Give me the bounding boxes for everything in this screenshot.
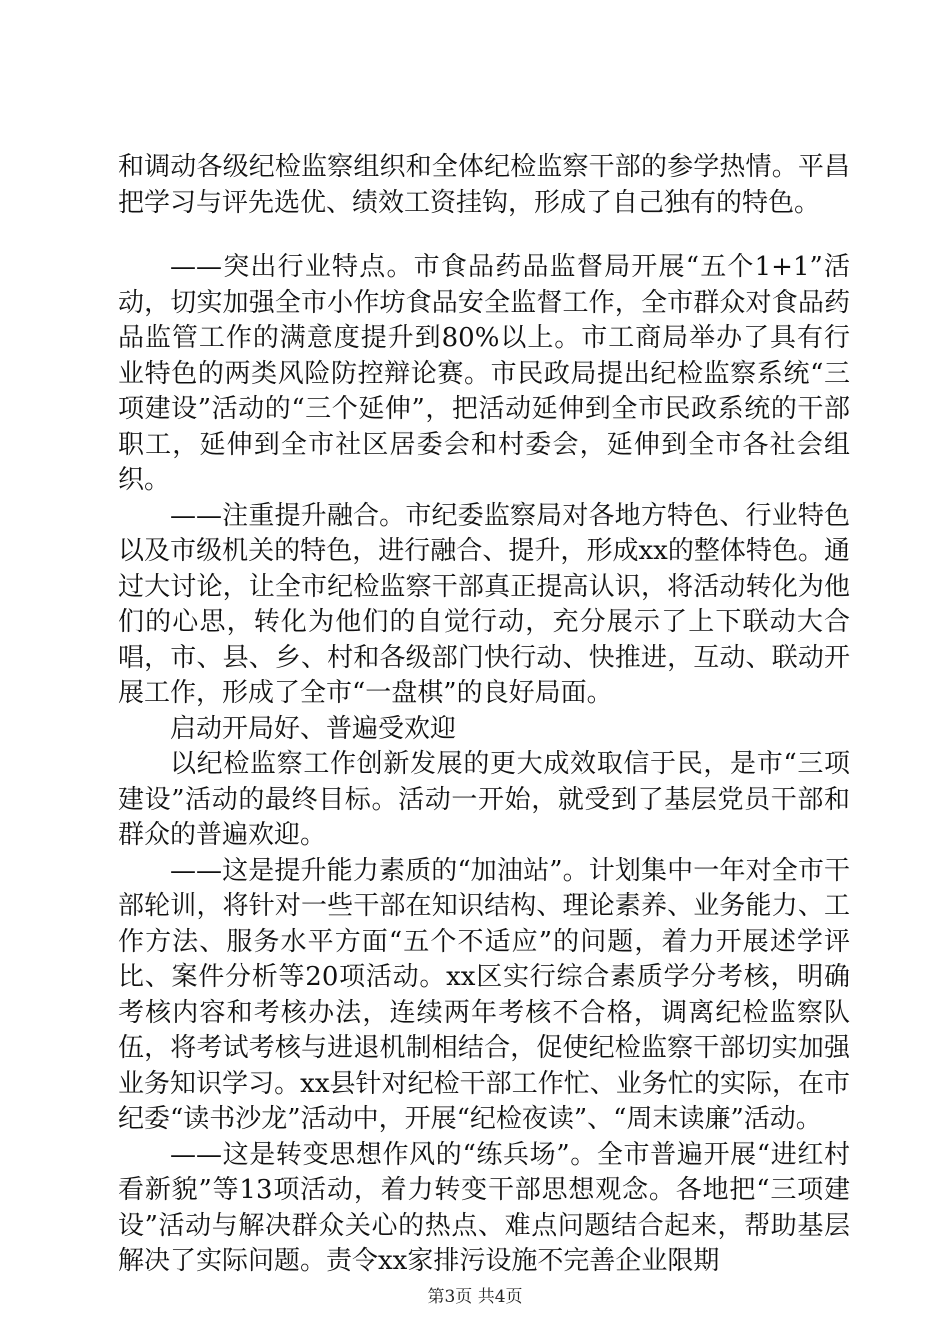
paragraph-integration: ——注重提升融合。市纪委监察局对各地方特色、行业特色以及市级机关的特色，进行融合、提升，形成xx的整体特色。通过大讨论，让全市纪检监察干部真正提高认识，将活动转化为他们的心思，转化为他们的自觉行动，充分展示了上下联动大合唱，市、县、乡、村和各级部门快行动、快推进，互动、联动开展工作，形成了全市“一盘棋”的良好局面。	[118, 500, 850, 708]
paragraph-industry-features: ——突出行业特点。市食品药品监督局开展“五个1+1”活动，切实加强全市小作坊食品安全监督工作，全市群众对食品药品监管工作的满意度提升到80%以上。市工商局举办了具有行业特色的两类风险防控辩论赛。市民政局提出纪检监察系统“三项建设”活动的“三个延伸”，把活动延伸到全市民政系统的干部职工，延伸到全市社区居委会和村委会，延伸到全市各社会组织。	[118, 252, 850, 495]
paragraph-training-ground: ——这是转变思想作风的“练兵场”。全市普遍开展“进红村看新貌”等13项活动，着力转变干部思想观念。各地把“三项建设”活动与解决群众关心的热点、难点问题结合起来，帮助基层解决了实际问题。责令xx家排污设施不完善企业限期	[118, 1139, 850, 1276]
paragraph-goal: 以纪检监察工作创新发展的更大成效取信于民，是市“三项建设”活动的最终目标。活动一开始，就受到了基层党员干部和群众的普遍欢迎。	[118, 749, 850, 850]
paragraph-gas-station: ——这是提升能力素质的“加油站”。计划集中一年对全市干部轮训，将针对一些干部在知识结构、理论素养、业务能力、工作方法、服务水平方面“五个不适应”的问题，着力开展述学评比、案件分析等20项活动。xx区实行综合素质学分考核，明确考核内容和考核办法，连续两年考核不合格，调离纪检监察队伍，将考试考核与进退机制相结合，促使纪检监察干部切实加强业务知识学习。xx县针对纪检干部工作忙、业务忙的实际，在市纪委“读书沙龙”活动中，开展“纪检夜读”、“周末读廉”活动。	[118, 855, 850, 1134]
page-number-footer: 第3页 共4页	[427, 1287, 523, 1307]
section-heading: 启动开局好、普遍受欢迎	[170, 713, 457, 744]
paragraph-continuation: 和调动各级纪检监察组织和全体纪检监察干部的参学热情。平昌把学习与评先选优、绩效工资挂钩，形成了自己独有的特色。	[118, 152, 850, 218]
document-body	[118, 150, 850, 1280]
